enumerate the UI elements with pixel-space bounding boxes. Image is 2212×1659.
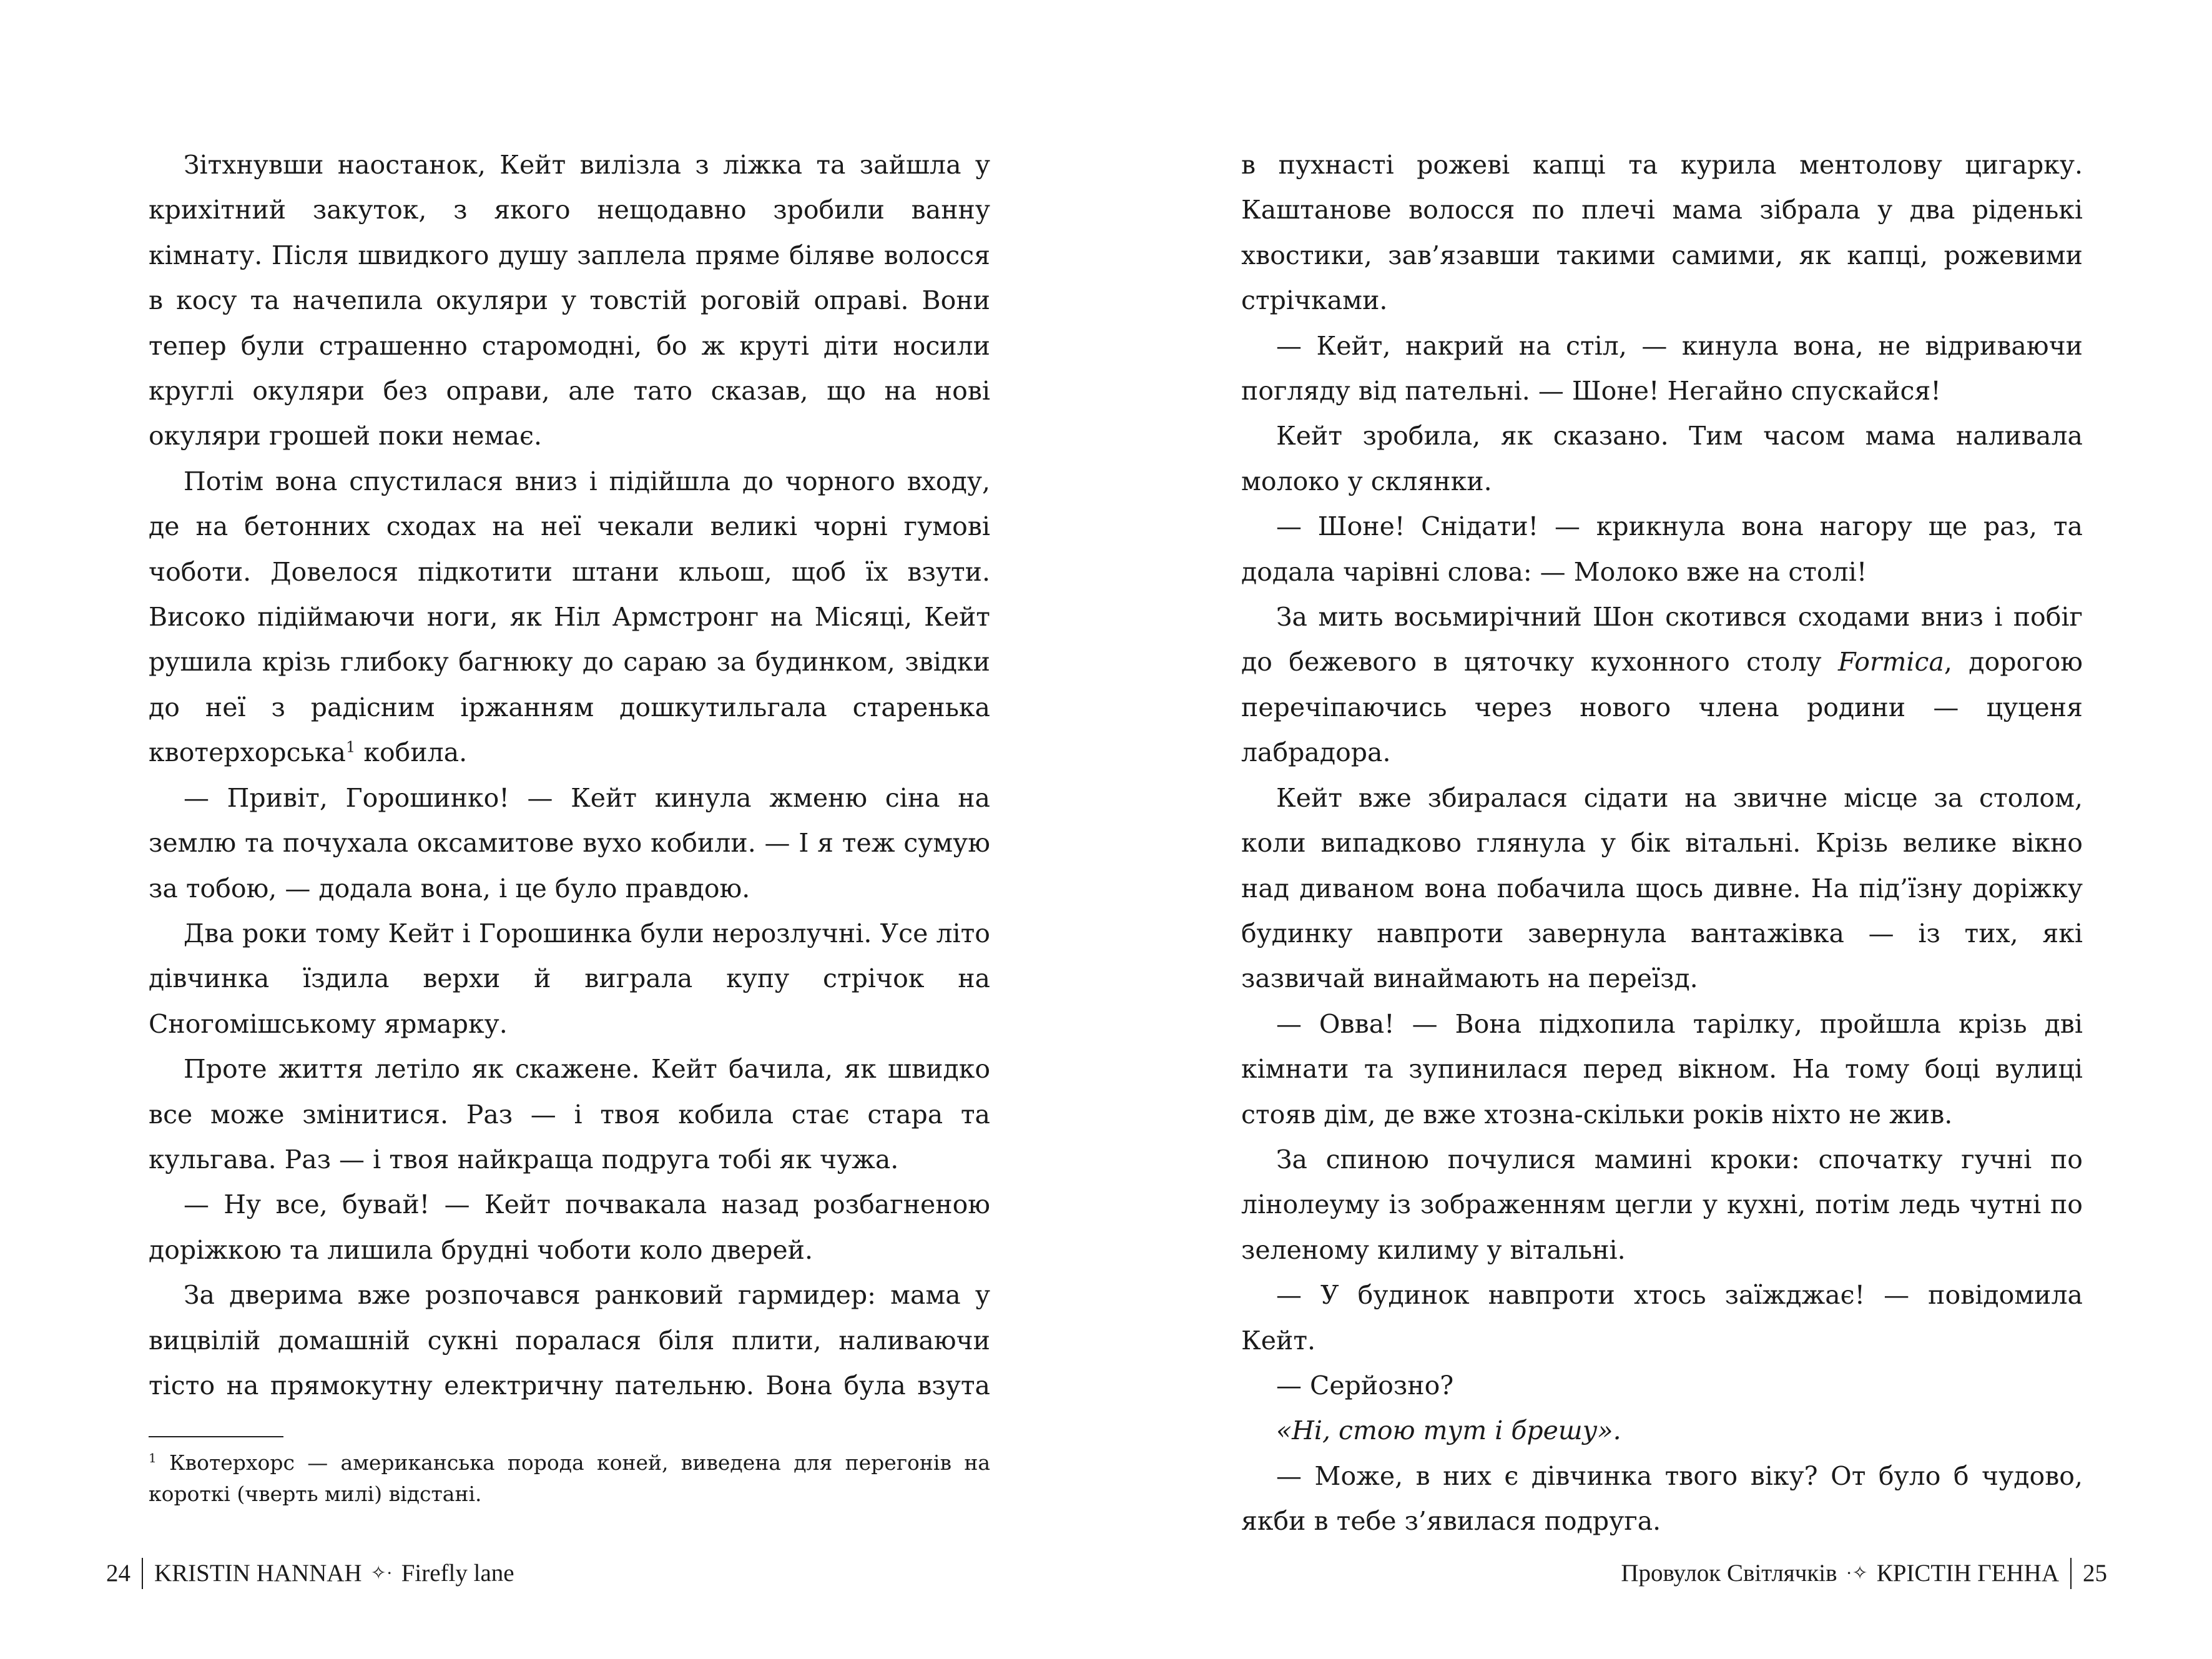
page-number: 25 xyxy=(2083,1560,2107,1587)
right-running-footer xyxy=(1621,1556,2107,1591)
brand-name: Formica xyxy=(1838,647,1944,677)
paragraph xyxy=(1241,594,2083,775)
right-page xyxy=(1106,0,2212,1659)
paragraph: в пухнасті рожеві капці та курила ментолову цигарку. Каштанове волосся по плечі мама зібрала у два ріденькі хвостики, зав’язавши такими самими, як капці, рожевими стрічками. xyxy=(1241,150,2083,316)
left-running-footer xyxy=(106,1556,514,1591)
paragraph: — Серйозно? xyxy=(1276,1370,1454,1401)
footnote-divider xyxy=(149,1436,283,1437)
paragraph-text: За мить восьмирічний Шон скотився сходами вниз і побіг до бежевого в цяточку кухонного столу xyxy=(1241,602,2083,677)
footer-divider xyxy=(142,1558,143,1589)
footnote xyxy=(149,1447,990,1510)
footnote-text: Квотерхорс — американська порода коней, виведена для перегонів на короткі (чверть милі) відстані. xyxy=(149,1450,990,1506)
page-number: 24 xyxy=(106,1560,130,1587)
paragraph: За дверима вже розпочався ранковий гармидер: мама у вицвілій домашній сукні поралася біля плити, наливаючи тісто на прямокутну електричну пательню. Вона була взута xyxy=(149,1280,990,1401)
footnote-marker[interactable]: 1 xyxy=(346,738,356,756)
right-text-block xyxy=(1241,142,2083,1544)
paragraph: — Овва! — Вона підхопила тарілку, пройшла крізь дві кімнати та зупинилася перед вікном. На тому боці вулиці стояв дім, де вже хтозна-скільки років ніхто не жив. xyxy=(1241,1008,2083,1130)
paragraph: — Кейт, накрий на стіл, — кинула вона, не відриваючи погляду від пательні. — Шоне! Негайно спускайся! xyxy=(1241,330,2083,406)
left-text-block xyxy=(149,142,990,1408)
paragraph: За спиною почулися мамині кроки: спочатку гучні по лінолеуму із зображенням цегли у кухні, потім ледь чутні по зеленому килиму у вітальні. xyxy=(1241,1144,2083,1265)
paragraph: — У будинок навпроти хтось заїжджає! — повідомила Кейт. xyxy=(1241,1280,2083,1356)
footer-book-title: Провулок Світлячків xyxy=(1621,1560,1837,1587)
paragraph: Два роки тому Кейт і Горошинка були нерозлучні. Усе літо дівчинка їздила верхи й виграла купу стрічок на Сногомішському ярмарку. xyxy=(149,918,990,1039)
footnote-number: 1 xyxy=(149,1450,157,1465)
paragraph-text: кобила. xyxy=(363,737,468,768)
footer-divider xyxy=(2070,1558,2072,1589)
paragraph: Кейт зробила, як сказано. Тим часом мама наливала молоко у склянки. xyxy=(1241,421,2083,496)
paragraph: — Шоне! Снідати! — крикнула вона нагору ще раз, та додала чарівні слова: — Молоко вже на столі! xyxy=(1241,511,2083,587)
sparkle-icon: ✧· xyxy=(370,1563,393,1583)
sparkle-icon: ·✧ xyxy=(1846,1563,1868,1583)
paragraph: «Ні, стою тут і брешу». xyxy=(1276,1415,1621,1446)
paragraph: Проте життя летіло як скажене. Кейт бачила, як швидко все може змінитися. Раз — і твоя кобила стає стара та кульгава. Раз — і твоя найкраща подруга тобі як чужа. xyxy=(149,1054,990,1174)
paragraph: Кейт вже збиралася сідати на звичне місце за столом, коли випадково глянула у бік вітальні. Крізь велике вікно над диваном вона побачила щось дивне. На під’їзну доріжку будинку навпроти завернула вантажівка — із тих, які зазвичай винаймають на переїзд. xyxy=(1241,782,2083,994)
footer-author: КРІСТІН ГЕННА xyxy=(1876,1560,2059,1587)
paragraph xyxy=(149,459,990,775)
paragraph-text: , дорогою перечіпаючись через нового члена родини — цуценя лабрадора. xyxy=(1241,647,2083,768)
paragraph: Зітхнувши наостанок, Кейт вилізла з ліжка та зайшла у крихітний закуток, з якого нещодавно зробили ванну кімнату. Після швидкого душу заплела пряме біляве волосся в косу та начепила окуляри у товстій роговій оправі. Вони тепер були страшенно старомодні, бо ж круті діти носили круглі окуляри без оправи, але тато сказав, що на нові окуляри грошей поки немає. xyxy=(149,150,990,451)
footer-author: KRISTIN HANNAH xyxy=(154,1560,362,1587)
footer-book-title: Firefly lane xyxy=(401,1560,514,1587)
paragraph: — Ну все, бувай! — Кейт почвакала назад розбагненою доріжкою та лишила брудні чоботи коло дверей. xyxy=(149,1189,990,1265)
paragraph-text: Потім вона спустилася вниз і підійшла до чорного входу, де на бетонних сходах на неї чекали великі чорні гумові чоботи. Довелося підкотити штани кльош, щоб їх взути. Високо підіймаючи ноги, як Ніл Армстронг на Місяці, Кейт рушила крізь глибоку багнюку до сараю за будинком, звідки до неї з радісним іржанням дошкутильгала старенька квотерхорська xyxy=(149,466,990,768)
paragraph: — Привіт, Горошинко! — Кейт кинула жменю сіна на землю та почухала оксамитове вухо кобили. — І я теж сумую за тобою, — додала вона, і це було правдою. xyxy=(149,782,990,903)
paragraph: — Може, в них є дівчинка твого віку? От було б чудово, якби в тебе з’явилася подруга. xyxy=(1241,1460,2083,1537)
